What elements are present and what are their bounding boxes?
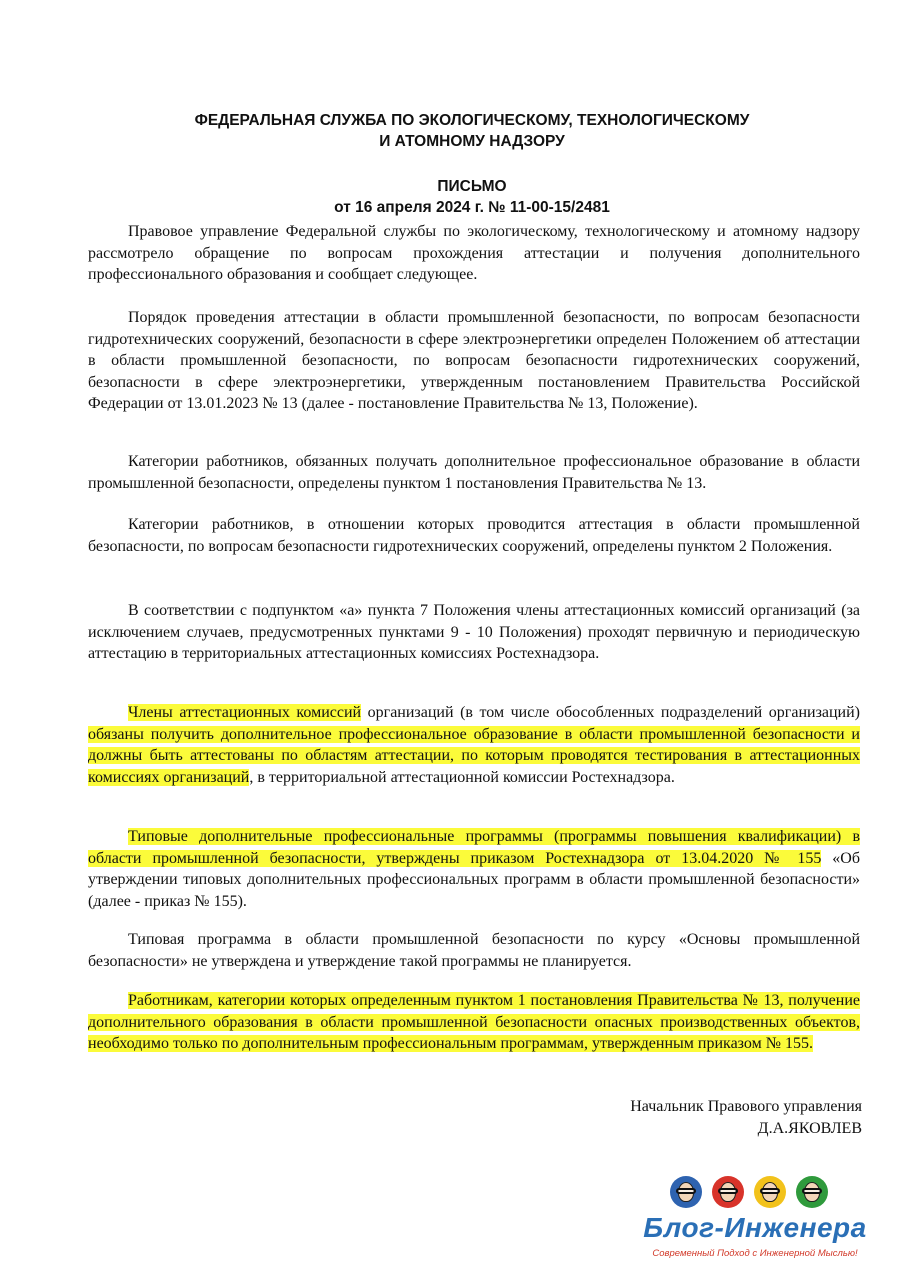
engineer-avatar-blue-icon [670,1176,702,1208]
signatory-name: Д.А.ЯКОВЛЕВ [757,1120,862,1137]
letter-type: ПИСЬМО [437,178,507,195]
engineer-avatar-yellow-icon [754,1176,786,1208]
logo-brand-name: Блог-Инженера [643,1212,867,1243]
paragraph-7 [88,826,860,912]
highlight-commission-members: Члены аттестационных комиссий [128,704,362,721]
signature-block [630,1096,862,1140]
highlight-obligation: обязаны получить дополнительное профессиональное образование в области промышленной безопасности и должны быть аттестованы по областям аттестации, по которым проводятся тестирования в аттестационных комиссиях организаций [88,725,860,786]
highlight-standard-programs: Типовые дополнительные профессиональные программы (программы повышения квалификации) в области промышленной безопасности, утверждены приказом Ростехнадзора от 13.04.2020 № 155 [88,828,860,867]
agency-title-line-2: И АТОМНОМУ НАДЗОРУ [379,133,565,150]
engineer-avatar-green-icon [796,1176,828,1208]
engineer-avatar-red-icon [712,1176,744,1208]
paragraph-6 [88,702,860,788]
highlight-workers-requirement: Работникам, категории которых определенным пунктом 1 постановления Правительства № 13, получение дополнительного образования в области промышленной безопасности опасных производственных объектов, необходимо только по дополнительным профессиональным программам, утвержденным приказом № 155. [88,992,860,1052]
signatory-position: Начальник Правового управления [630,1098,862,1115]
blog-logo [640,1176,870,1266]
agency-title [90,110,854,152]
paragraph-8: Типовая программа в области промышленной безопасности по курсу «Основы промышленной безопасности» не утверждена и утверждение такой программы не планируется. [88,931,860,970]
paragraph-4: Категории работников, в отношении которых проводится аттестация в области промышленной безопасности, по вопросам безопасности гидротехнических сооружений, определены пунктом 2 Положения. [88,516,860,555]
agency-title-line-1: ФЕДЕРАЛЬНАЯ СЛУЖБА ПО ЭКОЛОГИЧЕСКОМУ, ТЕХНОЛОГИЧЕСКОМУ [194,112,750,129]
paragraph-2: Порядок проведения аттестации в области промышленной безопасности, по вопросам безопасности гидротехнических сооружений, безопасности в сфере электроэнергетики определен Положением об аттестации в области промышленной безопасности, по вопросам безопасности гидротехнических сооружений, безопасности в сфере электроэнергетики, утвержденным постановлением Правительства Российской Федерации от 13.01.2023 № 13 (далее - постановление Правительства № 13, Положение). [88,309,860,412]
paragraph-1: Правовое управление Федеральной службы по экологическому, технологическому и атомному надзору рассмотрело обращение по вопросам прохождения аттестации и получения дополнительного профессионального образования и сообщает следующее. [88,223,860,283]
paragraph-9 [88,990,860,1055]
paragraph-3: Категории работников, обязанных получать дополнительное профессиональное образование в области промышленной безопасности, определены пунктом 1 постановления Правительства № 13. [88,453,860,492]
paragraph-6-text-2: , в территориальной аттестационной комиссии Ростехнадзора. [249,768,675,786]
letter-reference: от 16 апреля 2024 г. № 11-00-15/2481 [334,199,610,216]
paragraph-6-text-1: организаций (в том числе обособленных подразделений организаций) [361,704,861,721]
logo-tagline: Современный Подход с Инженерной Мыслью! [652,1248,858,1259]
paragraph-7-text: «Об утверждении типовых дополнительных профессиональных программ в области промышленной безопасности» (далее - приказ № 155). [88,849,860,910]
paragraph-5: В соответствии с подпунктом «а» пункта 7 Положения члены аттестационных комиссий организаций (за исключением случаев, предусмотренных пунктами 9 - 10 Положения) проходят первичную и периодическую аттестацию в территориальных аттестационных комиссиях Ростехнадзора. [88,602,860,662]
letter-title [90,176,854,218]
